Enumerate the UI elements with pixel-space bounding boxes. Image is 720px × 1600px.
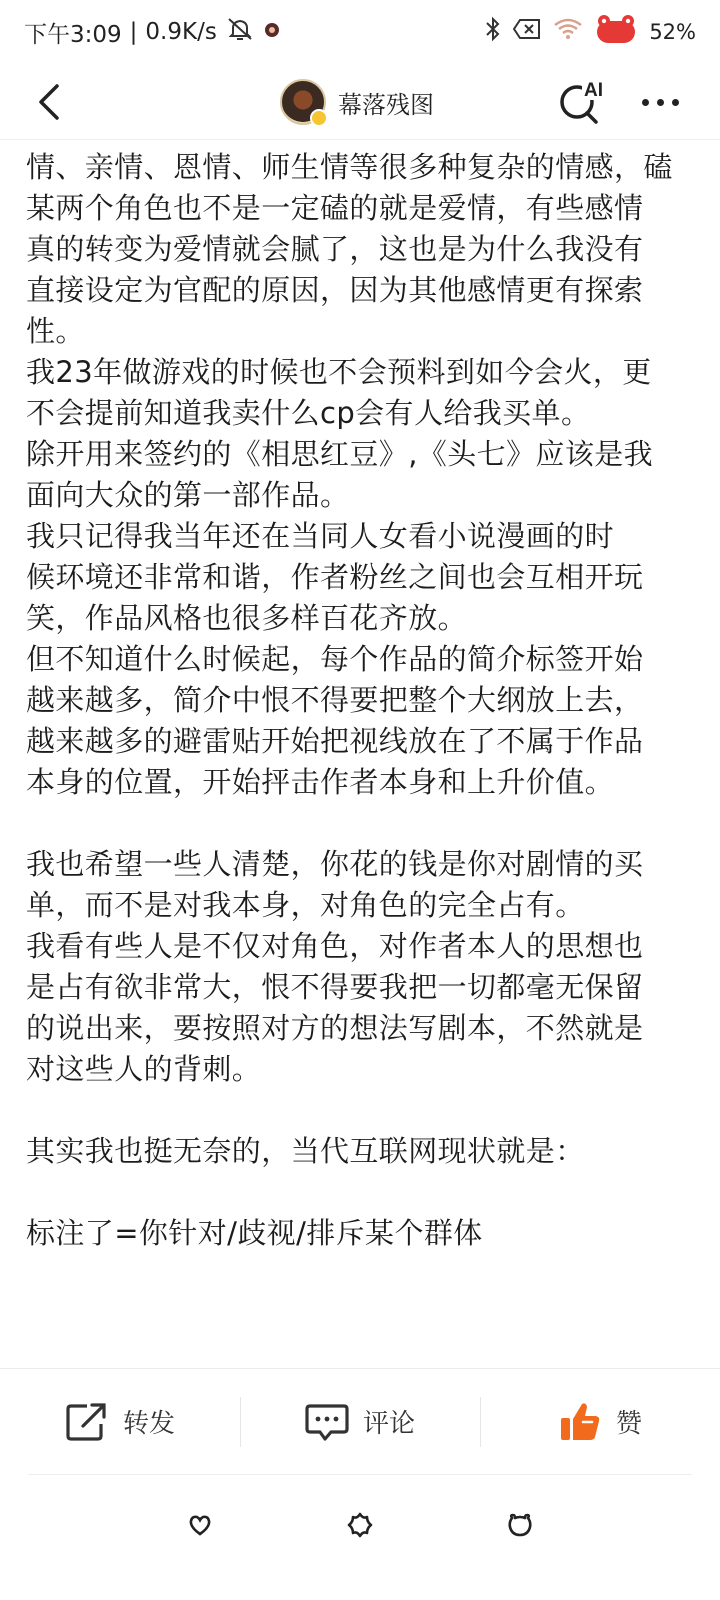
flower-nav-icon: [347, 1512, 373, 1538]
article-line: 但不知道什么时候起，每个作品的简介标签开始: [26, 642, 644, 676]
network-speed: 0.9K/s: [145, 19, 217, 45]
more-options-button[interactable]: [628, 74, 692, 130]
repost-button[interactable]: [0, 1369, 240, 1474]
wifi-icon: [553, 17, 583, 47]
bottom-action-bar: [0, 1368, 720, 1474]
sim-x-icon: [513, 18, 541, 46]
article-line: 单，而不是对我本身，对角色的完全占有。: [26, 888, 585, 922]
article-line: 性。: [26, 314, 85, 348]
article-line: 我23年做游戏的时候也不会预料到如今会火，更: [26, 355, 652, 389]
avatar[interactable]: [280, 79, 326, 125]
article-line: 面向大众的第一部作品。: [26, 478, 350, 512]
article-line: 情、亲情、恩情、师生情等很多种复杂的情感，磕: [26, 150, 673, 184]
article-line: 的说出来，要按照对方的想法写剧本，不然就是: [26, 1011, 644, 1045]
dot-icon: [657, 99, 664, 106]
chevron-left-icon: [33, 82, 63, 122]
article-line: 不会提前知道我卖什么cp会有人给我买单。: [26, 396, 591, 430]
nav-home-button[interactable]: [345, 1510, 375, 1540]
article-line: 真的转变为爱情就会腻了，这也是为什么我没有: [26, 232, 644, 266]
author-name[interactable]: 幕落残图: [338, 90, 434, 119]
comment-button[interactable]: [240, 1369, 480, 1474]
back-button[interactable]: [20, 74, 76, 130]
divider: [28, 1474, 692, 1475]
article-line: 本身的位置，开始抨击作者本身和上升价值。: [26, 765, 615, 799]
status-separator: |: [129, 19, 138, 45]
article-line: 标注了=你针对/歧视/排斥某个群体: [26, 1216, 483, 1250]
paragraph-gap: [26, 1172, 696, 1213]
heart-nav-icon: [188, 1514, 212, 1536]
article-line: 我看有些人是不仅对角色，对作者本人的思想也: [26, 929, 644, 963]
nav-menu-button[interactable]: [185, 1510, 215, 1540]
battery-percent: 52%: [649, 20, 696, 44]
article-line: 某两个角色也不是一定磕的就是爱情，有些感情: [26, 191, 644, 225]
verified-badge-icon: [310, 109, 328, 127]
article-line: 对这些人的背刺。: [26, 1052, 262, 1086]
share-icon: [65, 1402, 109, 1442]
article-line: 我只记得我当年还在当同人女看小说漫画的时: [26, 519, 615, 553]
author-header[interactable]: [280, 73, 434, 131]
dot-icon: [642, 99, 649, 106]
comment-label: 评论: [362, 1409, 415, 1439]
article-line: 除开用来签约的《相思红豆》,《头七》应该是我: [26, 437, 654, 471]
nav-back-button[interactable]: [505, 1510, 535, 1540]
ai-search-icon: [556, 74, 612, 130]
article-body[interactable]: [0, 140, 720, 1368]
article-line: 其实我也挺无奈的，当代互联网现状就是：: [26, 1134, 585, 1168]
article-line: 越来越多的避雷贴开始把视线放在了不属于作品: [26, 724, 644, 758]
article-line: 笑，作品风格也很多样百花齐放。: [26, 601, 468, 635]
ai-search-button[interactable]: [556, 74, 612, 130]
article-line: 候环境还非常和谐，作者粉丝之间也会互相开玩: [26, 560, 644, 594]
bluetooth-icon: [485, 16, 501, 48]
article-line: 我也希望一些人清楚，你花的钱是你对剧情的买: [26, 847, 644, 881]
paragraph-gap: [26, 803, 696, 844]
status-time: 下午3:09: [24, 21, 122, 48]
article-line: 越来越多，简介中恨不得要把整个大纲放上去，: [26, 683, 644, 717]
notification-icon: [263, 19, 281, 45]
paragraph-gap: [26, 1090, 696, 1131]
mute-icon: [225, 16, 255, 48]
like-label: 赞: [615, 1409, 642, 1439]
thumbs-up-icon: [558, 1400, 602, 1444]
repost-label: 转发: [122, 1409, 175, 1439]
battery-frog-icon: [595, 13, 637, 51]
article-line: 是占有欲非常大，恨不得要我把一切都毫无保留: [26, 970, 644, 1004]
ai-label: AI: [584, 80, 603, 101]
status-bar: [0, 0, 720, 64]
article-line: 直接设定为官配的原因，因为其他感情更有探索: [26, 273, 644, 307]
bear-nav-icon: [507, 1513, 533, 1537]
top-nav-bar: [0, 64, 720, 140]
comment-icon: [305, 1402, 349, 1442]
system-navigation-bar: [0, 1490, 720, 1560]
dot-icon: [672, 99, 679, 106]
like-button[interactable]: [480, 1369, 720, 1474]
